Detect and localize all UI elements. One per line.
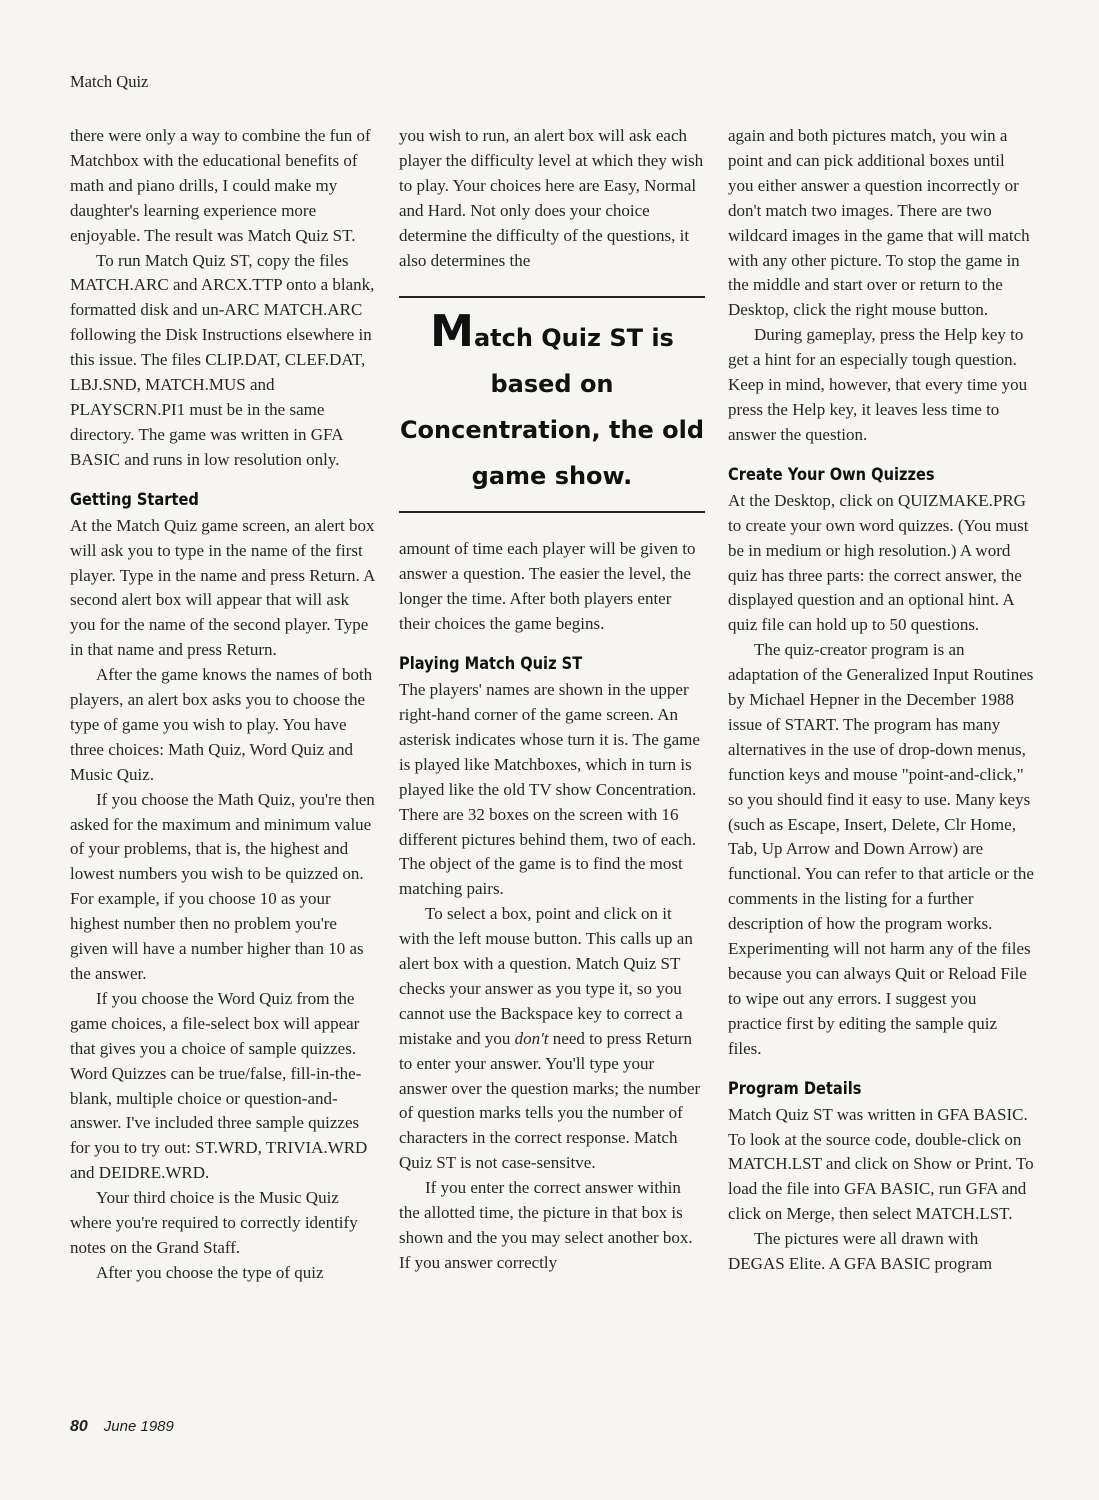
column-2: [399, 124, 705, 1276]
paragraph: again and both pictures match, you win a point and can pick additional boxes until you either answer a question incorrectly or don't match two images. There are two wildcard images in the game that will match with any other picture. To stop the game in the middle and start over or return to the Desktop, click the right mouse button.: [728, 126, 1030, 320]
pull-quote: [399, 296, 705, 513]
paragraph: amount of time each player will be given to answer a question. The easier the level, the longer the time. After both players enter their choices the game begins.: [399, 539, 696, 634]
paragraph: Match Quiz ST was written in GFA BASIC. To look at the source code, double-click on MATCH.LST and click on Show or Print. To load the file into GFA BASIC, run GFA and click on Merge, then select MATCH.LST.: [728, 1104, 1034, 1224]
paragraph: If you choose the Word Quiz from the game choices, a file-select box will appear that gives you a choice of sample quizzes. Word Quizzes can be true/false, fill-in-the-blank, multiple choice or question-and-answer. I've included three sample quizzes for you to try out: ST.WRD, TRIVIA.WRD and DEIDRE.WRD.: [70, 988, 368, 1183]
paragraph: If you enter the correct answer within the allotted time, the picture in that box is shown and the you may select another box. If you answer correctly: [399, 1178, 693, 1272]
issue-date: June 1989: [103, 1418, 174, 1435]
paragraph: At the Desktop, click on QUIZMAKE.PRG to create your own word quizzes. (You must be in medium or high resolution.) A word quiz has three parts: the correct answer, the displayed question and an optional hint. A quiz file can hold up to 50 questions.: [728, 490, 1029, 635]
paragraph: If you choose the Math Quiz, you're then asked for the maximum and minimum value of your problems, that is, the highest and lowest numbers you wish to be quizzed on. For example, if you choose 10 as your highest number then no problem you're given will have a number higher than 10 as the answer.: [70, 789, 375, 983]
paragraph: To run Match Quiz ST, copy the files MATCH.ARC and ARCX.TTP onto a blank, formatted disk and un-ARC MATCH.ARC following the Disk Instructions elsewhere in this issue. The files CLIP.DAT, CLEF.DAT, LBJ.SND, MATCH.MUS and PLAYSCRN.PI1 must be in the same directory. The game was written in GFA BASIC and runs in low resolution only.: [70, 250, 375, 469]
pull-quote-bottom-rule: [399, 511, 705, 513]
pull-quote-body: atch Quiz ST is based on Concentration, the old game show.: [399, 324, 705, 491]
paragraph: The players' names are shown in the upper right-hand corner of the game screen. An asterisk indicates whose turn it is. The game is played like Matchboxes, which in turn is played like the old TV show Concentration. There are 32 boxes on the screen with 16 different pictures behind them, two of each. The object of the game is to find the most matching pairs.: [399, 680, 700, 899]
pull-quote-text: [399, 298, 705, 511]
column-3: [728, 124, 1034, 1277]
paragraph: there were only a way to combine the fun of Matchbox with the educational benefits of math and piano drills, I could make my daughter's learning experience more enjoyable. The result was Match Quiz ST.: [70, 126, 371, 245]
pull-quote-drop-cap: M: [430, 306, 474, 358]
paragraph: [399, 902, 705, 1176]
paragraph: you wish to run, an alert box will ask each player the difficulty level at which they wish to play. Your choices here are Easy, Normal and Hard. Not only does your choice determine the difficulty of the questions, it also determines the: [399, 126, 704, 270]
column-1: [70, 124, 376, 1286]
section-heading-playing: Playing Match Quiz ST: [399, 654, 583, 675]
paragraph: The quiz-creator program is an adaptation of the Generalized Input Routines by Michael Hepner in the December 1988 issue of START. The program has many alternatives in the use of drop-down menus, function keys and mouse "point-and-click," so you should find it easy to use. Many keys (such as Escape, Insert, Delete, Clr Home, Tab, Up Arrow and Down Arrow) are functional. You can refer to that article or the comments in the listing for a further description of how the program works. Experimenting will not harm any of the files because you can always Quit or Reload File to wipe out any errors. I suggest you practice first by editing the sample quiz files.: [728, 640, 1034, 1058]
paragraph: During gameplay, press the Help key to get a hint for an especially tough question. Keep in mind, however, that every time you press the Help key, it leaves less time to answer the question.: [728, 325, 1028, 444]
running-head: Match Quiz: [70, 72, 149, 91]
paragraph: At the Match Quiz game screen, an alert box will ask you to type in the name of the first player. Type in the name and press Return. A second alert box will appear that will ask you for the name of the second player. Type in that name and press Return.: [70, 515, 375, 660]
paragraph-text: To select a box, point and click on it with the left mouse button. This calls up an alert box with a question. Match Quiz ST checks your answer as you type it, so you cannot use the Backspace key to correct a mistake and you: [399, 904, 693, 1048]
paragraph: The pictures were all drawn with DEGAS Elite. A GFA BASIC program: [728, 1229, 993, 1274]
paragraph-text: need to press Return to enter your answer. You'll type your answer over the question marks; the number of question marks tells you the number of characters in the correct response. Match Quiz ST is not case-sensitve.: [399, 1028, 701, 1173]
section-heading-create-quizzes: Create Your Own Quizzes: [728, 464, 935, 485]
page-number: 80: [70, 1418, 88, 1435]
section-heading-getting-started: Getting Started: [70, 489, 199, 510]
page-footer: [70, 1418, 174, 1436]
paragraph: After you choose the type of quiz: [96, 1262, 324, 1282]
emphasis-text: don't: [514, 1028, 549, 1048]
paragraph: After the game knows the names of both players, an alert box asks you to choose the type of game you wish to play. You have three choices: Math Quiz, Word Quiz and Music Quiz.: [70, 665, 373, 784]
paragraph: Your third choice is the Music Quiz where you're required to correctly identify notes on the Grand Staff.: [70, 1188, 358, 1257]
section-heading-program-details: Program Details: [728, 1078, 862, 1099]
